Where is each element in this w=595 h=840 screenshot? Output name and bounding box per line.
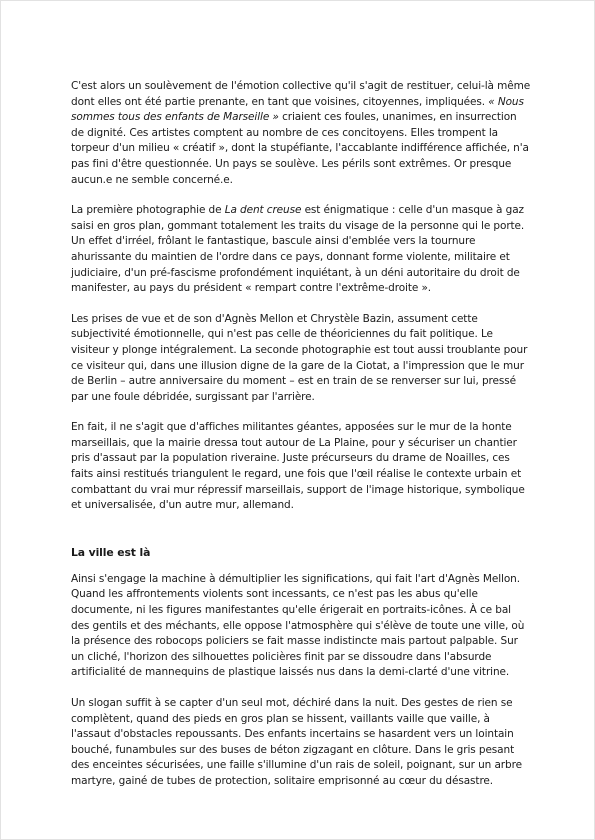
quote-emphasis: « Nous sommes tous des enfants de Marseille » — [71, 95, 524, 124]
paragraph-6: Un slogan suffit à se capter d'un seul mot, déchiré dans la nuit. Des gestes de rien se complètent, quand des pieds en gros plan se hissent, vaillants vaille que vaille, à l'assaut d'obstacles repoussants. Des enfants incertains se hasardent vers un lointain bouché, funambules sur des buses de béton zigzagant en clôture. Dans le gris pesant des enceintes sécurisées, une faille s'illumine d'un rais de soleil, poignant, sur un arbre martyre, gainé de tubes de protection, solitaire emprisonné au cœur du désastre. — [71, 697, 522, 787]
paragraph-2 — [71, 203, 531, 297]
paragraph-text: criaient ces foules, unanimes, en insurrection de dignité. Ces artistes comptent au nombre de ces concitoyens. Elles trompent la torpeur d'un milieu « créatif », dont la stupéfiante, l'accablante indifférence affichée, n'a pas fini d'être questionnée. Un pays se soulève. Les périls sont extrêmes. Or presque aucun.e ne semble concerné.e. — [71, 111, 529, 186]
paragraph-text: La première photographie de — [71, 204, 225, 217]
paragraph-text: C'est alors un soulèvement de l'émotion collective qu'il s'agit de restituer, celui-là même dont elles ont été partie prenante, en tant que voisines, citoyennes, impliquées. — [71, 80, 531, 108]
paragraph-text: Les prises de vue et de son d'Agnès Mellon et Chrystèle Bazin, assument cette subjectivité émotionnelle, qui n'est pas celle de théoriciennes du fait politique. Le visiteur y plonge intégralement. La seconde photographie est tout aussi troublante pour ce visiteur qui, dans une illusion digne de la gare de la Ciotat, a l'impression que le mur de Berlin – autre anniversaire du moment – est en train de se renverser sur lui, pressé par une foule débridée, surgissant par l'arrière. — [71, 312, 528, 403]
paragraph-text: En fait, il ne s'agit que d'affiches militantes géantes, apposées sur le mur de la honte marseillais, que la mairie dressa tout autour de La Plaine, pour y sécuriser un chantier pris d'assaut par la population riveraine. Juste précurseurs du drame de Noailles, ces faits ainsi restitués triangulent le regard, une fois que l'œil réalise le contexte urbain et combattant du vrai mur répressif marseillais, support de l'image historique, symbolique et universalisée, d'un autre mur, allemand. — [71, 421, 525, 512]
work-title-emphasis: La dent creuse — [224, 204, 302, 217]
document-body — [71, 79, 531, 805]
section-heading: La ville est là — [71, 545, 151, 559]
paragraph-5: Ainsi s'engage la machine à démultiplier les significations, qui fait l'art d'Agnès Mellon. Quand les affrontements violents sont incessants, ce n'est pas les abus qu'elle documente, ni les figures manifestantes qu'elle érigerait en portraits-icônes. À ce bal des gentils et des méchants, elle oppose l'atmosphère qui s'élève de toute une ville, où la présence des robocops policiers se fait masse indistincte mais partout palpable. Sur un cliché, l'horizon des silhouettes policières finit par se dissoudre dans l'absurde artificialité de mannequins de plastique laissés nus dans la demi-clarté d'une vitrine. — [71, 572, 525, 679]
section-spacer — [71, 529, 531, 545]
paragraph-1 — [71, 79, 531, 188]
paragraph-4 — [71, 420, 531, 514]
paragraph-text: est énigmatique : celle d'un masque à gaz saisi en gros plan, gommant totalement les traits du visage de la personne qui le porte. Un effet d'irréel, frôlant le fantastique, bascule ainsi d'emblée vers la tournure ahurissante du maintien de l'ordre dans ce pays, donnant forme violente, militaire et judiciaire, d'un pré-fascisme profondément inquiétant, à un déni autoritaire du droit de manifester, au pays du président « rempart contre l'extrême-droite ». — [71, 204, 525, 295]
paragraph-3 — [71, 312, 531, 406]
